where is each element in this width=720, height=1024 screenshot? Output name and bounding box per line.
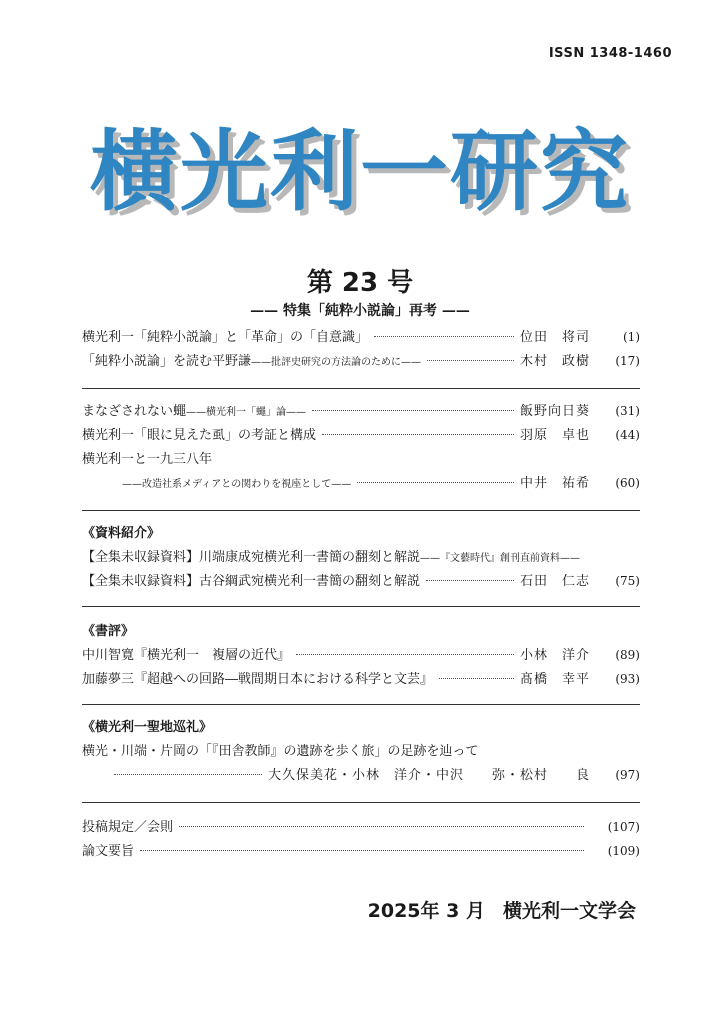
entry-page: (31) xyxy=(615,404,640,418)
entry-title: 投稿規定／会則 xyxy=(82,820,174,835)
entry-title: 横光・川端・片岡の「『田舎教師』の遺跡を歩く旅」の足跡を辿って xyxy=(82,744,479,759)
entry-page: (93) xyxy=(615,672,640,686)
toc-entry xyxy=(82,764,640,788)
entry-author: 髙橋 幸平 xyxy=(519,672,590,687)
entry-title: 論文要旨 xyxy=(82,844,135,859)
entry-title: 横光利一「純粋小説論」と「革命」の「自意識」 xyxy=(82,330,369,345)
entry-subtitle xyxy=(122,475,351,491)
toc-entry xyxy=(82,326,640,350)
leader-dots xyxy=(322,434,514,435)
divider xyxy=(82,802,640,803)
entry-page: (44) xyxy=(615,428,640,442)
entry-title-main: まなざされない蠅 xyxy=(82,404,187,419)
entry-page: (17) xyxy=(615,354,640,368)
divider xyxy=(82,388,640,389)
leader-dots xyxy=(312,410,514,411)
toc-section-articles xyxy=(82,400,640,496)
entry-subtitle: ——横光利一「蠅」論—— xyxy=(186,407,307,418)
leader-dots xyxy=(114,774,262,775)
leader-dots xyxy=(374,336,514,337)
leader-dots xyxy=(357,482,514,483)
entry-title xyxy=(82,400,306,419)
entry-title xyxy=(82,350,421,369)
entry-author: 位田 将司 xyxy=(519,330,590,345)
entry-author: 木村 政樹 xyxy=(519,354,590,369)
section-heading: 《資料紹介》 xyxy=(82,526,161,541)
entry-subtitle-text: ——改造社系メディアとの関わりを視座として—— xyxy=(122,479,352,490)
toc-section-pilgrimage xyxy=(82,716,640,788)
entry-title: 加藤夢三『超越への回路―戦間期日本における科学と文芸』 xyxy=(82,672,434,687)
entry-title: 中川智寛『横光利一 複層の近代』 xyxy=(82,648,291,663)
leader-dots xyxy=(426,580,514,581)
entry-page: (97) xyxy=(615,768,640,782)
toc-entry xyxy=(82,472,640,496)
toc-entry xyxy=(82,350,640,374)
toc-entry xyxy=(82,570,640,594)
toc-section-materials xyxy=(82,522,640,594)
special-feature-heading: —— 特集「純粋小説論」再考 —— xyxy=(250,303,470,319)
toc-entry xyxy=(82,840,640,864)
leader-dots xyxy=(179,826,584,827)
leader-dots xyxy=(427,360,514,361)
entry-author: 石田 仁志 xyxy=(519,574,590,589)
entry-page: (107) xyxy=(607,820,640,834)
section-heading: 《横光利一聖地巡礼》 xyxy=(82,720,213,735)
entry-page: (60) xyxy=(615,476,640,490)
entry-author: 飯野向日葵 xyxy=(519,404,590,419)
entry-title: 横光利一と一九三八年 xyxy=(82,452,213,467)
toc-entry xyxy=(82,668,640,692)
publication-footer xyxy=(350,896,636,923)
toc-section-misc xyxy=(82,816,640,864)
entry-title-main: 「純粋小説論」を読む平野謙 xyxy=(82,354,252,369)
divider xyxy=(82,510,640,511)
entry-author: 大久保美花・小林 洋介・中沢 弥・松村 良 xyxy=(267,768,590,783)
entry-author: 羽原 卓也 xyxy=(519,428,590,443)
toc-entry xyxy=(82,816,640,840)
entry-author: 中井 祐希 xyxy=(519,476,590,491)
toc-section-feature xyxy=(82,326,640,374)
entry-page: (75) xyxy=(615,574,640,588)
section-heading: 《書評》 xyxy=(82,624,135,639)
entry-author: 小林 洋介 xyxy=(519,648,590,663)
entry-title: 横光利一「眼に見えた虱」の考証と構成 xyxy=(82,428,317,443)
divider xyxy=(82,704,640,705)
leader-dots xyxy=(296,654,514,655)
toc-entry xyxy=(82,400,640,424)
entry-page: (109) xyxy=(607,844,640,858)
leader-dots xyxy=(439,678,514,679)
issn-number: ISSN 1348-1460 xyxy=(548,46,672,61)
publisher-name: 横光利一文学会 xyxy=(502,900,636,922)
leader-dots xyxy=(140,850,584,851)
entry-subtitle: ——批評史研究の方法論のために—— xyxy=(251,357,422,368)
journal-title: 横光利一研究 xyxy=(89,120,630,223)
issue-number: 第 23 号 xyxy=(306,268,414,298)
entry-page: (1) xyxy=(623,330,640,344)
entry-title: 【全集未収録資料】古谷綱武宛横光利一書簡の翻刻と解説 xyxy=(82,574,421,589)
toc-entry xyxy=(82,644,640,668)
entry-title-main: 【全集未収録資料】川端康成宛横光利一書簡の翻刻と解説 xyxy=(82,550,421,565)
entry-title xyxy=(82,546,640,570)
toc-section-reviews xyxy=(82,620,640,692)
publication-date: 2025年 3 月 xyxy=(367,900,485,922)
divider xyxy=(82,606,640,607)
toc-entry xyxy=(82,424,640,448)
entry-subtitle: ——『文藝時代』創刊直前資料—— xyxy=(420,553,581,564)
entry-page: (89) xyxy=(615,648,640,662)
